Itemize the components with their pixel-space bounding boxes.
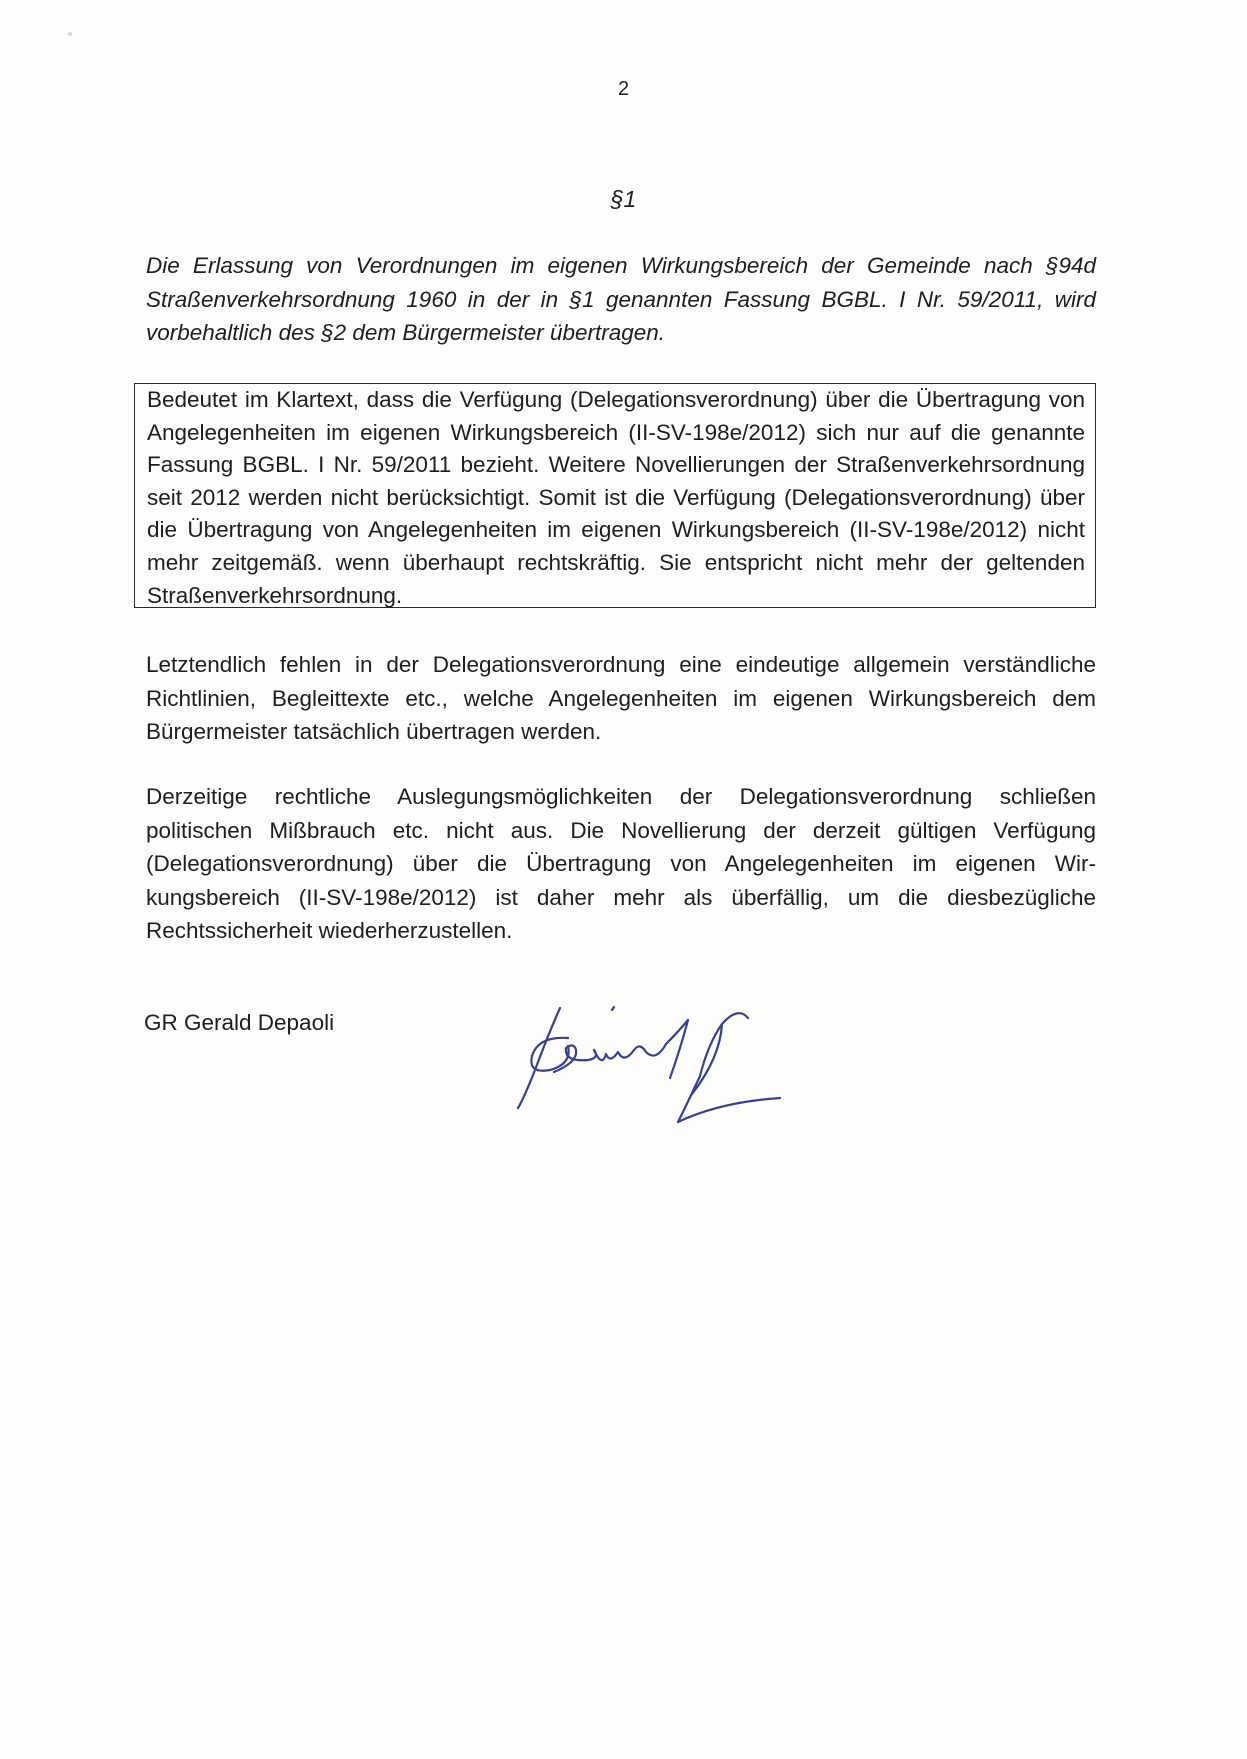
boxed-note: Bedeutet im Klartext, dass die Verfügung (Delegationsverordnung) über die Übertragung von Angelegenheiten im eigenen Wirkungsbereich (II-SV-198e/2012) sich nur auf die genannte Fassung BGBL. I Nr. 59/2011 bezieht. Weitere Novellierungen der Straßenverkehrsordnung seit 2012 werden nicht berücksichtigt. Somit ist die Verfügung (Delegationsverordnung) über die Übertragung von Angelegenheiten im eigenen Wirkungsbereich (II-SV-198e/2012) nicht mehr zeitgemäß. wenn überhaupt rechtskräftig. Sie entspricht nicht mehr der geltenden Straßenverkehrsordnung.	[134, 383, 1096, 608]
handwritten-signature	[510, 990, 810, 1140]
page-number: 2	[617, 78, 630, 100]
paragraph-delegation-guidelines: Letztendlich fehlen in der Delegationsverordnung eine eindeutige allgemein verständliche Richtlinien, Begleittexte etc., welche Angelegenheiten im eigenen Wirkungsbereich dem Bürgermeister tatsächlich übertragen werden.	[146, 652, 1096, 744]
paragraph-novellierung: Derzeitige rechtliche Auslegungsmöglichkeiten der Delegationsverordnung schließen politischen Mißbrauch etc. nicht aus. Die Novellierung der derzeit gültigen Verfügung (Delegationsverordnung) über die Übertragung von Angelegenheiten im eigenen Wirkungsbereich (II-SV-198e/2012) ist daher mehr als überfällig, um die diesbezügliche Rechtssicherheit wiederherzustellen.	[146, 784, 1096, 943]
italic-paragraph: Die Erlassung von Verordnungen im eigenen Wirkungsbereich der Gemeinde nach §94d Straßenverkehrsordnung 1960 in der in §1 genannten Fassung BGBL. I Nr. 59/2011, wird vorbehaltlich des §2 dem Bürgermeister übertragen.	[146, 253, 1096, 345]
signatory-name: GR Gerald Depaoli	[144, 1010, 335, 1035]
scan-artifact	[68, 32, 72, 36]
section-heading: §1	[610, 186, 637, 212]
